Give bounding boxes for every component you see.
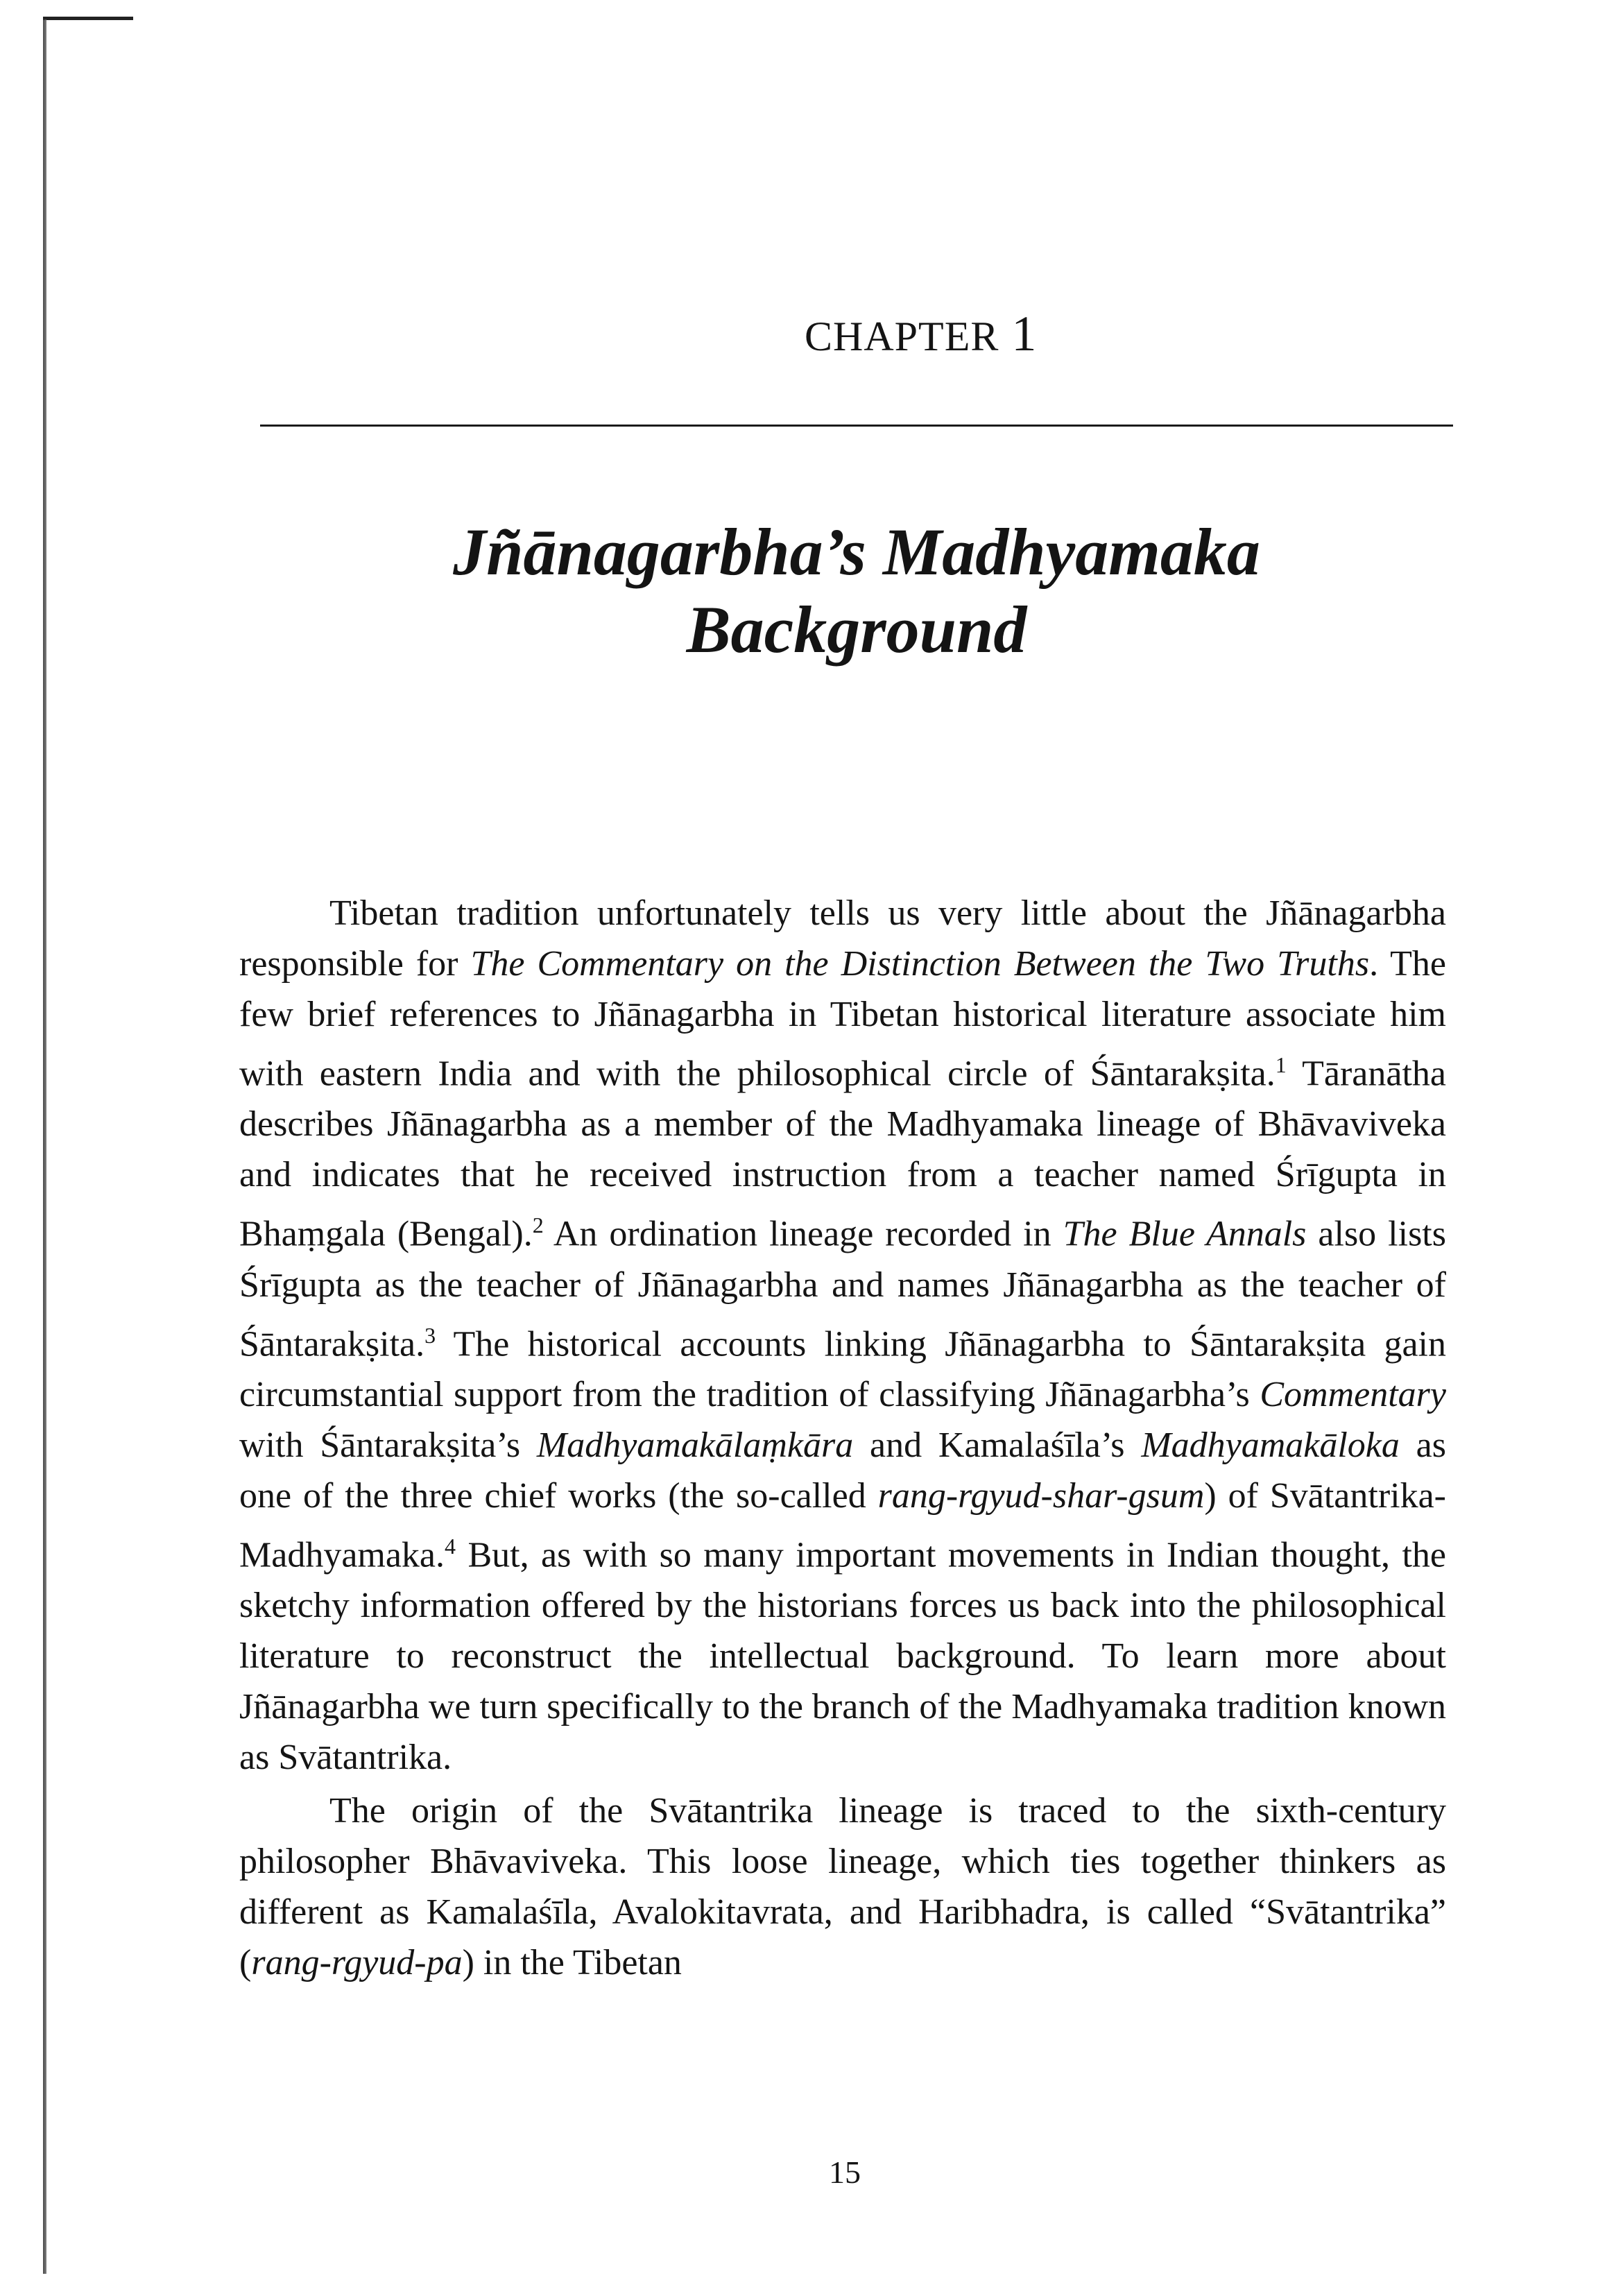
italic-text: The Commentary on the Distinction Between the Two Truths (470, 944, 1370, 984)
page-number: 15 (829, 2154, 861, 2190)
chapter-title-line-1: Jñānagarbha’s Madhyamaka (453, 515, 1260, 589)
text-run: also lists Śrīgupta as the teacher of Jñānagarbha and names Jñānagarbha as the teacher of Śāntarakṣita. (239, 1214, 1446, 1364)
paragraph (239, 1785, 1446, 1988)
text-run: The historical accounts linking Jñānagarbha to Śāntarakṣita gain circumstantial support from the tradition of classifying Jñānagarbha’s (239, 1323, 1446, 1414)
paragraph (239, 888, 1446, 1783)
text-run: An ordination lineage recorded in (543, 1214, 1063, 1254)
italic-text: rang-rgyud-shar-gsum (877, 1475, 1205, 1516)
chapter-title (260, 513, 1453, 669)
page-edge-top (43, 17, 133, 20)
text-run: ) of Svātantrika-Madhyamaka. (239, 1475, 1446, 1575)
italic-text: The Blue Annals (1063, 1214, 1307, 1254)
page-edge-left (43, 19, 46, 2274)
italic-text: Commentary (1260, 1374, 1446, 1414)
footnote-marker: 1 (1275, 1052, 1287, 1077)
italic-text: rang-rgyud-pa (251, 1943, 463, 1983)
text-run: ) in the Tibetan (462, 1943, 682, 1983)
footnote-marker: 2 (532, 1213, 544, 1238)
text-run: Tāranātha describes Jñānagarbha as a member of the Madhyamaka lineage of Bhāvaviveka and indicates that he received instruction from a teacher named Śrīgupta in Bhaṃgala (Bengal). (239, 1054, 1446, 1254)
chapter-rule (260, 425, 1453, 427)
chapter-label: CHAPTER (805, 314, 999, 359)
italic-text: Madhyamakāloka (1141, 1425, 1400, 1465)
chapter-heading (805, 305, 1037, 363)
chapter-number: 1 (1011, 306, 1038, 361)
body-text (239, 888, 1446, 1988)
text-run: and Kamalaśīla’s (853, 1425, 1142, 1465)
italic-text: Madhyamakālaṃkāra (536, 1425, 854, 1465)
chapter-title-line-2: Background (686, 592, 1027, 667)
text-run: Tibetan tradition unfortunately tells us very little about the Jñānagarbha responsible for (239, 893, 1446, 984)
text-run: The origin of the Svātantrika lineage is traced to the sixth-century philosopher Bhāvaviveka. This loose lineage, which ties together thinkers as different as Kamalaśīla, Avalokitavrata, and Haribhadra, is called “Svātantrika” ( (239, 1791, 1446, 1983)
text-run: as one of the three chief works (the so-called (239, 1425, 1446, 1516)
footnote-marker: 3 (424, 1322, 436, 1348)
footnote-marker: 4 (445, 1533, 456, 1559)
text-run: . The few brief references to Jñānagarbha in Tibetan historical literature associate him with eastern India and with the philosophical circle of Śāntarakṣita. (239, 944, 1446, 1094)
text-run: with Śāntarakṣita’s (239, 1425, 537, 1465)
text-run: But, as with so many important movements in Indian thought, the sketchy information offered by the historians forces us back into the philosophical literature to reconstruct the intellectual background. To learn more about Jñānagarbha we turn specifically to the branch of the Madhyamaka tradition known as Svātantrika. (239, 1535, 1446, 1778)
